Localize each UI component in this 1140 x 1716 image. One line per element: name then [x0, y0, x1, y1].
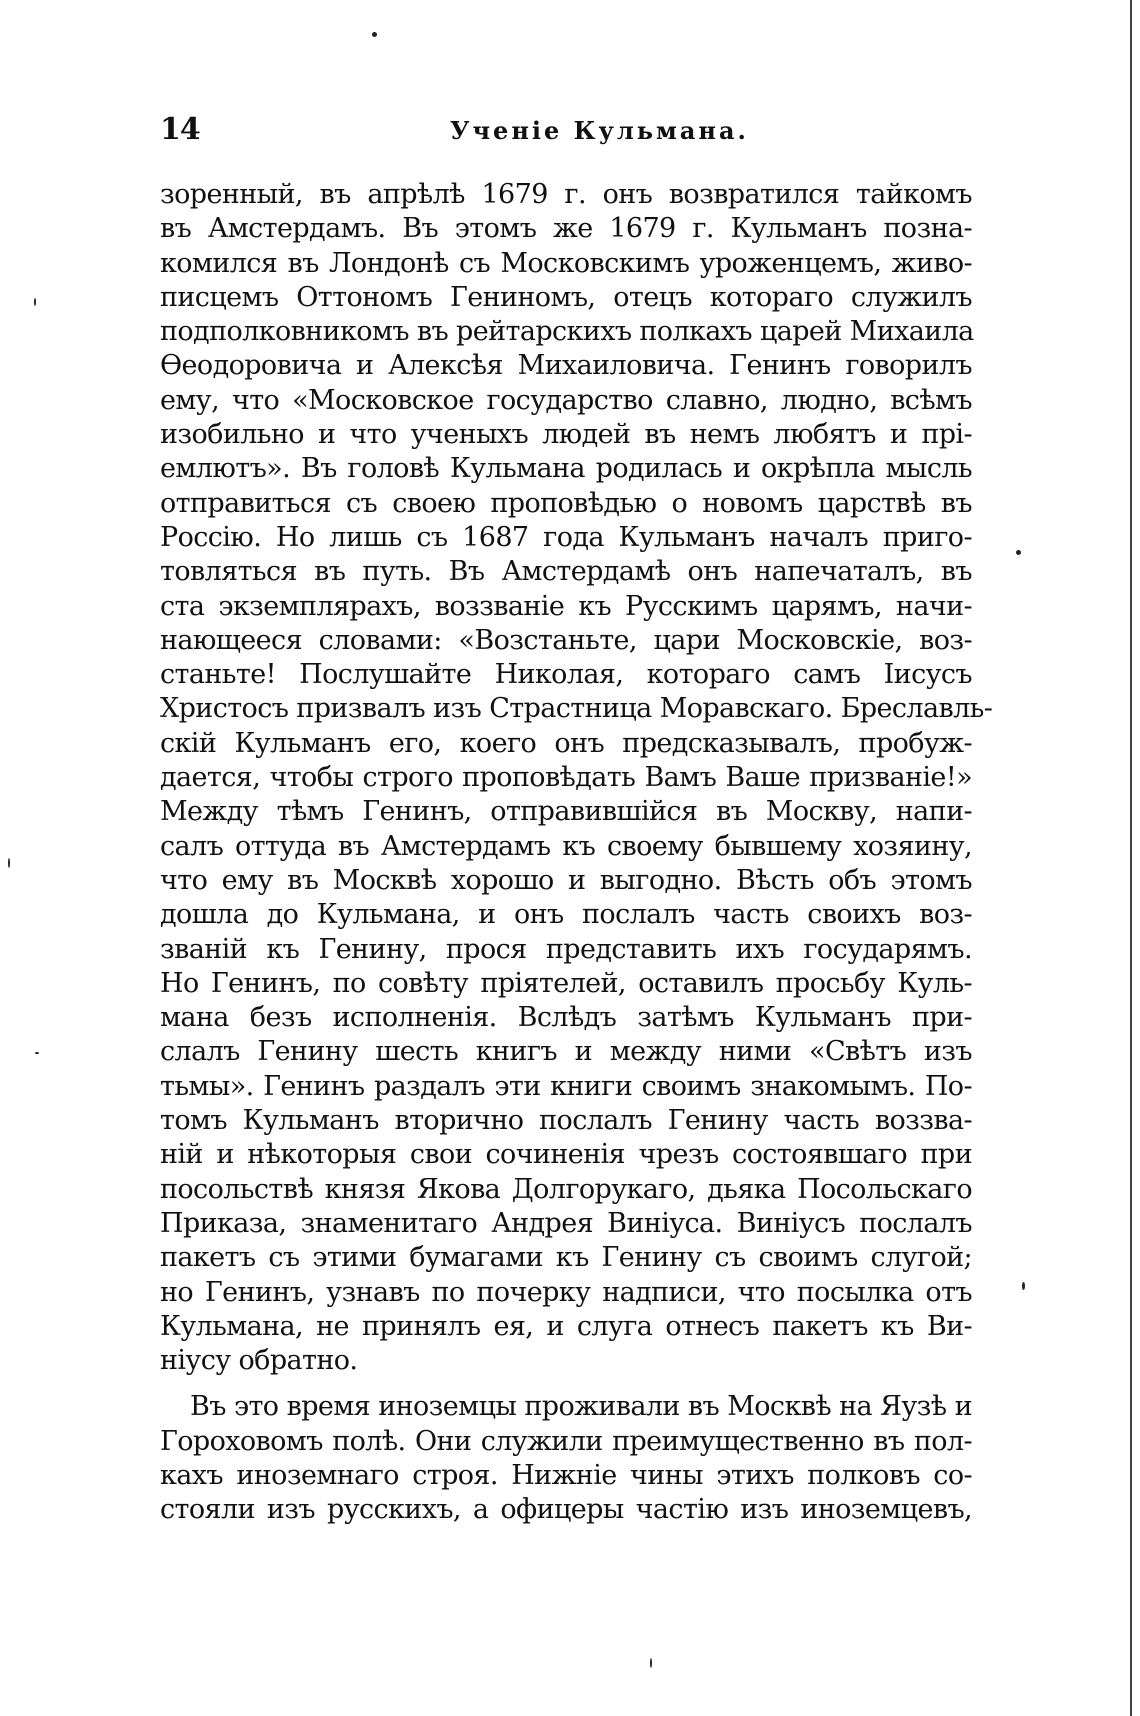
text-line: станьте! Послушайте Николая, котораго самъ Іисусъ — [160, 659, 972, 691]
text-line: скій Кульманъ его, коего онъ предсказывалъ, пробуж- — [160, 727, 972, 759]
print-speck — [650, 1658, 652, 1668]
page-edge-rule — [1130, 0, 1132, 1716]
text-line: Но Генинъ, по совѣту пріятелей, оставилъ просьбу Куль- — [160, 967, 972, 999]
running-title: Ученіе Кульмана. — [450, 116, 749, 145]
text-line: салъ оттуда въ Амстердамъ къ своему бывшему хозяину, — [160, 830, 972, 862]
paragraph — [160, 178, 993, 1378]
print-speck — [372, 32, 377, 37]
text-line: зоренный, въ апрѣлѣ 1679 г. онъ возвратился тайкомъ — [160, 179, 972, 210]
text-line: но Генинъ, узнавъ по почерку надписи, что посылка отъ — [160, 1276, 972, 1308]
paragraph-gap — [160, 1378, 972, 1390]
body-text — [160, 178, 993, 1528]
text-line: комился въ Лондонѣ съ Московскимъ уроженцемъ, живо- — [160, 247, 972, 279]
print-speck — [34, 298, 36, 306]
text-line: мана безъ исполненія. Вслѣдъ затѣмъ Кульманъ при- — [160, 1002, 972, 1034]
text-line: ему, что «Московское государство славно, людно, всѣмъ — [160, 384, 972, 416]
paragraph — [160, 1390, 972, 1527]
text-line: въ Амстердамъ. Въ этомъ же 1679 г. Кульманъ позна- — [160, 213, 972, 245]
text-line: посольствѣ князя Якова Долгорукаго, дьяка Посольскаго — [160, 1173, 972, 1205]
text-line: Приказа, знаменитаго Андрея Виніуса. Виніусъ послалъ — [160, 1207, 972, 1239]
text-line: писцемъ Оттономъ Гениномъ, отецъ котораго служилъ — [160, 281, 972, 313]
print-speck — [35, 1052, 39, 1054]
text-line: дошла до Кульмана, и онъ послалъ часть своихъ воз- — [160, 899, 972, 931]
text-line: пакетъ съ этими бумагами къ Генину съ своимъ слугой; — [160, 1242, 972, 1274]
text-line: Между тѣмъ Генинъ, отправившійся въ Москву, напи- — [160, 796, 972, 828]
text-line: Въ это время иноземцы проживали въ Москвѣ на Яузѣ и — [190, 1391, 972, 1423]
text-line: ній и нѣкоторыя свои сочиненія чрезъ состоявшаго при — [160, 1139, 972, 1171]
print-speck — [1016, 550, 1021, 555]
text-line: нающееся словами: «Возстаньте, цари Московскіе, воз- — [160, 624, 972, 656]
page-header — [160, 112, 980, 148]
text-line: стояли изъ русскихъ, а офицеры частію изъ иноземцевъ, — [160, 1494, 972, 1526]
print-speck — [8, 858, 10, 868]
text-line: тьмы». Генинъ раздалъ эти книги своимъ знакомымъ. По- — [160, 1070, 972, 1102]
text-line: Кульмана, не принялъ ея, и слуга отнесъ пакетъ къ Ви- — [160, 1310, 972, 1342]
text-line: Гороховомъ полѣ. Они служили преимущественно въ пол- — [160, 1425, 972, 1457]
print-speck — [1022, 1282, 1025, 1290]
text-line: товляться въ путь. Въ Амстердамѣ онъ напечаталъ, въ — [160, 556, 972, 588]
text-line: дается, чтобы строго проповѣдать Вамъ Ваше призваніе!» — [160, 762, 972, 794]
text-line: ста экземплярахъ, воззваніе къ Русскимъ царямъ, начи- — [160, 590, 972, 622]
text-line: Христосъ призвалъ изъ Страстница Моравскаго. Бреславль- — [160, 693, 993, 725]
text-line: отправиться съ своею проповѣдью о новомъ царствѣ въ — [160, 487, 972, 519]
text-line: томъ Кульманъ вторично послалъ Генину часть воззва- — [160, 1105, 972, 1137]
text-line: слалъ Генину шесть книгъ и между ними «Свѣтъ изъ — [160, 1036, 972, 1068]
text-line: Ѳеодоровича и Алексѣя Михаиловича. Генинъ говорилъ — [160, 350, 972, 382]
page-number: 14 — [160, 112, 200, 147]
text-line: ніусу обратно. — [160, 1345, 358, 1377]
text-line: кахъ иноземнаго строя. Нижніе чины этихъ полковъ со- — [160, 1459, 972, 1491]
text-line: подполковникомъ въ рейтарскихъ полкахъ царей Михаила — [160, 316, 974, 348]
text-line: званій къ Генину, прося представить ихъ государямъ. — [160, 933, 972, 965]
text-line: что ему въ Москвѣ хорошо и выгодно. Вѣсть объ этомъ — [160, 864, 972, 896]
text-line: Россію. Но лишь съ 1687 года Кульманъ началъ приго- — [160, 521, 972, 553]
text-line: емлютъ». Въ головѣ Кульмана родилась и окрѣпла мысль — [160, 453, 972, 485]
text-line: изобильно и что ученыхъ людей въ немъ любятъ и прі- — [160, 419, 972, 451]
